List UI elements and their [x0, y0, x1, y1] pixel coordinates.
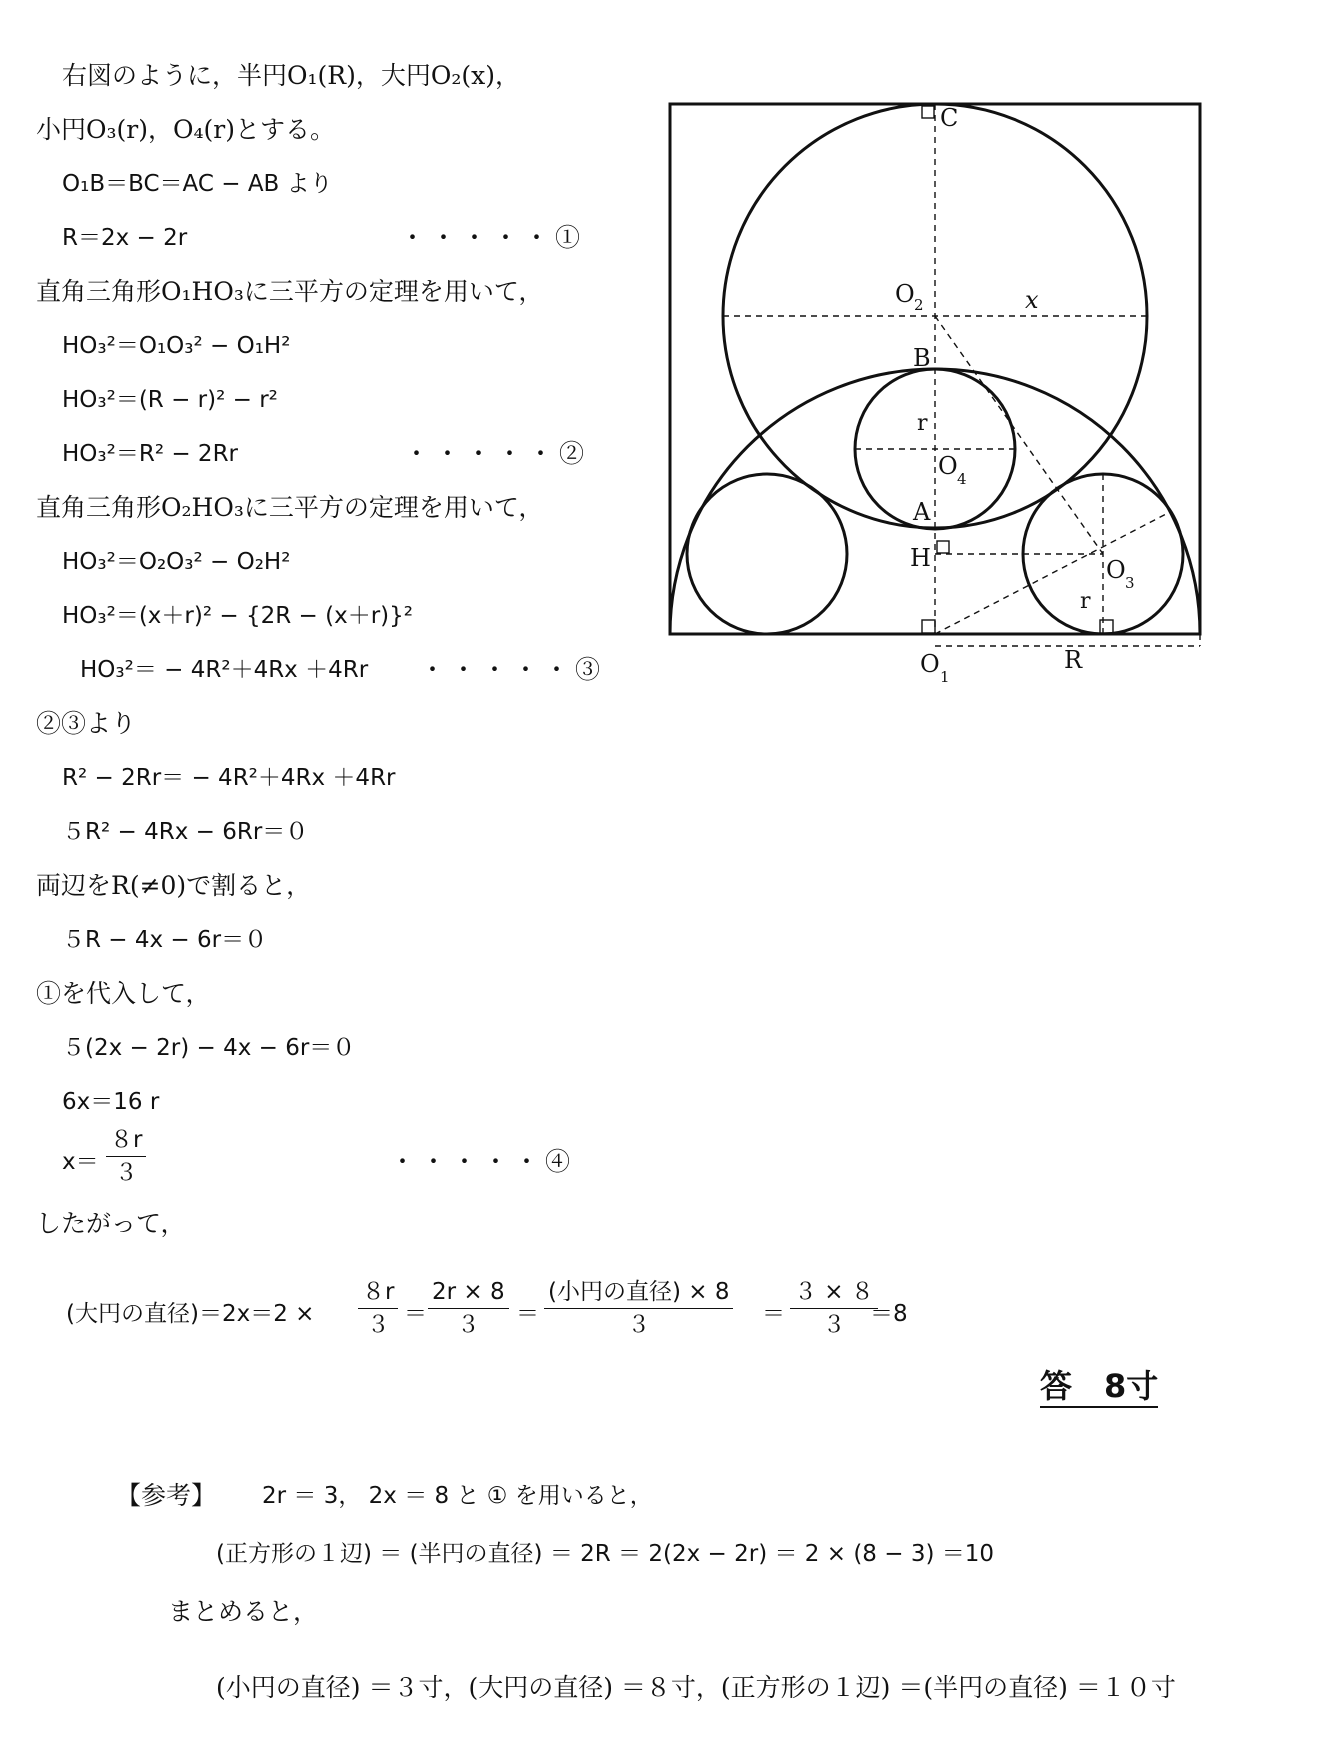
eq2-line-1: HO₃²＝O₁O₃² − O₁H²	[62, 333, 291, 359]
equation-4-marker: ・・・・・④	[390, 1147, 577, 1176]
derive-line-2: ５R² − 4Rx − 6Rr＝０	[62, 819, 309, 845]
label-O4-sub: 4	[957, 470, 967, 488]
ref-line-4: (小円の直径) ＝３寸，(大円の直径) ＝８寸，(正方形の１辺) ＝(半円の直径) ＝１０寸	[216, 1673, 1176, 1702]
final-eq-equals-a: ＝	[404, 1301, 427, 1327]
label-R: R	[1064, 646, 1083, 674]
final-frac-1-num: ８r	[358, 1276, 398, 1309]
divide-text: 両辺をR(≠0)で割ると，	[36, 871, 312, 900]
label-r-lower: r	[1080, 589, 1091, 614]
equation-2-marker: ・・・・・②	[404, 439, 591, 468]
final-frac-1-den: ３	[366, 1312, 390, 1338]
eq3-line-1: HO₃²＝O₂O₃² − O₂H²	[62, 549, 291, 575]
equation-1-marker: ・・・・・①	[400, 223, 587, 252]
therefore-text: したがって，	[36, 1209, 186, 1238]
right-angle-O3-base	[1100, 620, 1113, 633]
substitute-text: ①を代入して，	[36, 979, 211, 1008]
ref-line-1: 2r ＝ 3， 2x ＝ 8 と ① を用いると，	[262, 1483, 653, 1509]
equation-3: HO₃²＝ − 4R²＋4Rx ＋4Rr	[80, 657, 369, 683]
final-frac-2-den: ３	[456, 1312, 480, 1338]
derive3-line-1: ５(2x − 2r) − 4x − 6r＝０	[62, 1035, 356, 1061]
final-frac-2-num: 2r × 8	[428, 1276, 509, 1309]
pythagoras-1-text: 直角三角形O₁HO₃に三平方の定理を用いて，	[36, 277, 544, 306]
equation-4-numerator: ８r	[106, 1124, 146, 1157]
label-O3: O	[1106, 556, 1126, 584]
label-O1: O	[920, 650, 940, 678]
ref-label: 【参考】	[116, 1481, 217, 1510]
right-angle-O1	[922, 620, 935, 633]
label-C: C	[940, 104, 959, 132]
derive3-line-2: 6x＝16 r	[62, 1089, 160, 1115]
equation-1: R＝2x − 2r	[62, 225, 188, 251]
label-B: B	[913, 344, 931, 372]
derive-line-1: R² − 2Rr＝ − 4R²＋4Rx ＋4Rr	[62, 765, 396, 791]
equation-2: HO₃²＝R² − 2Rr	[62, 441, 239, 467]
final-eq-equals-c: ＝	[762, 1301, 785, 1327]
intro-line-2: 小円O₃(r)，O₄(r)とする。	[36, 115, 335, 144]
equation-4-lhs: x＝	[62, 1149, 99, 1175]
label-O1-sub: 1	[940, 668, 950, 686]
pythagoras-2-text: 直角三角形O₂HO₃に三平方の定理を用いて，	[36, 493, 544, 522]
equation-3-marker: ・・・・・③	[420, 655, 607, 684]
answer: 答 8寸	[1040, 1366, 1158, 1408]
O2-O3-line	[935, 316, 1103, 554]
label-H: H	[910, 544, 931, 572]
small-circle-left	[687, 474, 847, 634]
ref-line-2: (正方形の１辺) ＝ (半円の直径) ＝ 2R ＝ 2(2x − 2r) ＝ 2 × (8 − 3) ＝10	[216, 1541, 995, 1567]
label-r-upper: r	[917, 411, 928, 436]
final-eq-part-1: (大円の直径)＝2x＝2 ×	[66, 1301, 315, 1327]
final-frac-3-num: (小円の直径) × 8	[544, 1276, 733, 1309]
right-angle-C	[922, 106, 934, 118]
eq3-line-2: HO₃²＝(x＋r)² − {2R − (x＋r)}²	[62, 603, 413, 629]
label-O3-sub: 3	[1125, 574, 1135, 592]
derive2-line: ５R − 4x − 6r＝０	[62, 927, 268, 953]
from-2-3-text: ②③より	[36, 709, 137, 738]
final-frac-4-den: ３	[822, 1312, 846, 1338]
final-eq-result: ＝8	[870, 1301, 908, 1327]
final-eq-equals-b: ＝	[516, 1301, 539, 1327]
label-O2-sub: 2	[914, 296, 924, 314]
label-O4: O	[938, 452, 958, 480]
intro-line-1: 右図のように，半円O₁(R)，大円O₂(x)，	[62, 61, 520, 90]
equation-4-denominator: ３	[114, 1160, 138, 1186]
eq2-line-2: HO₃²＝(R − r)² − r²	[62, 387, 278, 413]
label-A: A	[913, 498, 931, 526]
final-frac-4-num: ３ × ８	[790, 1276, 878, 1309]
ref-line-3: まとめると，	[168, 1597, 319, 1626]
label-O2: O	[895, 280, 915, 308]
label-x: x	[1025, 286, 1039, 314]
right-angle-H	[937, 541, 949, 553]
step1-text: O₁B＝BC＝AC − AB より	[62, 171, 333, 197]
final-frac-3-den: ３	[627, 1312, 651, 1338]
